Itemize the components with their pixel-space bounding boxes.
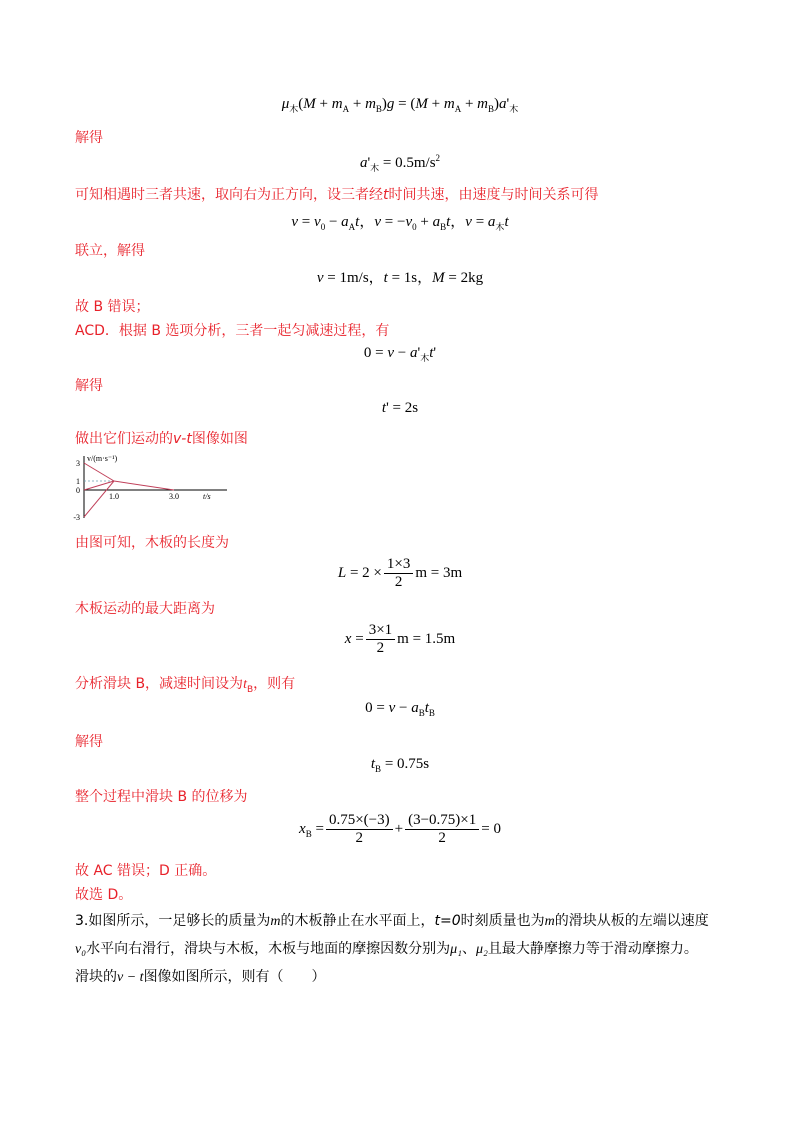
x-tick-label: 3.0 (169, 492, 179, 501)
y-tick-label: -3 (73, 513, 80, 522)
text-disp-b: 整个过程中滑块 B 的位移为 (75, 789, 248, 805)
y-tick-label: 3 (76, 459, 80, 468)
x-axis-label: t/s (203, 492, 211, 501)
text-jiede-3: 解得 (75, 734, 103, 750)
text-max-distance: 木板运动的最大距离为 (75, 601, 215, 617)
vt-graph (62, 452, 232, 522)
equation-max-distance: x = $\frac{3\times 1}{2}$ m = 1.5m (344, 622, 456, 656)
equation-accel-board: $a'_木 = 0.5m/s^2$ (359, 153, 441, 173)
equation-disp-b: $x_B$ = $\frac{0.75\times(-3)}{2}$ + $\frac{(3-0.75)\times 1}{2}$ = 0 (299, 812, 501, 846)
equation-solution-v-t-m: v = 1m/s，t = 1s，M = 2kg (316, 270, 484, 286)
y-axis-label: v/(m·s⁻¹) (87, 454, 118, 463)
text-b-wrong: 故 B 错误； (75, 299, 150, 315)
series-line-0 (84, 463, 114, 481)
text-choose-d: 故选 D。 (75, 887, 133, 903)
equation-friction-board: $\mu_木(M + m_A + m_B)g = (M + m_A + m_B)a'_木$ (281, 96, 519, 114)
equation-velocity-relations: $v = v_0 - a_At$，$v = -v_0 + a_Bt$，$v = a_木t$ (291, 214, 509, 232)
text-lianli: 联立，解得 (75, 243, 145, 259)
text-common-velocity: 可知相遇时三者共速，取向右为正方向，设三者经t时间共速，由速度与时间关系可得 (75, 187, 599, 203)
equation-decel: $0 = v - a'_木t'$ (363, 345, 437, 363)
equation-tb: $t_B = 0.75s$ (370, 756, 430, 774)
y-tick-label: 0 (76, 486, 80, 495)
question-3-line-3: 滑块的v − t图像如图所示，则有（ ） (75, 969, 326, 985)
x-tick-label: 1.0 (109, 492, 119, 501)
series-line-3 (114, 481, 174, 490)
text-ac-wrong: 故 AC 错误；D 正确。 (75, 863, 217, 879)
text-from-graph: 由图可知，木板的长度为 (75, 535, 229, 551)
equation-b-decel: $0 = v - a_Bt_B$ (365, 700, 435, 718)
series-line-2 (84, 481, 114, 490)
question-3-line-2: v₀水平向右滑行，滑块与木板，木板与地面的摩擦因数分别为μ₁、μ₂且最大静摩擦力等于滑动摩擦力。 (75, 941, 698, 957)
y-tick-label: 1 (76, 477, 80, 486)
text-analyze-b: 分析滑块 B，减速时间设为$t_B$，则有 (75, 676, 296, 695)
text-acd-intro: ACD．根据 B 选项分析，三者一起匀减速过程，有 (75, 323, 390, 339)
question-3-line-1: 3.如图所示，一足够长的质量为m的木板静止在水平面上，t=0时刻质量也为m的滑块从板的左端以速度 (75, 913, 709, 929)
equation-board-length: L = 2 × $\frac{1\times 3}{2}$ m = 3m (337, 556, 463, 590)
text-jiede-1: 解得 (75, 130, 103, 146)
text-jiede-2: 解得 (75, 378, 103, 394)
text-draw-vt: 做出它们运动的v-t图像如图 (75, 431, 248, 447)
equation-t-prime: t' = 2s (381, 400, 419, 416)
